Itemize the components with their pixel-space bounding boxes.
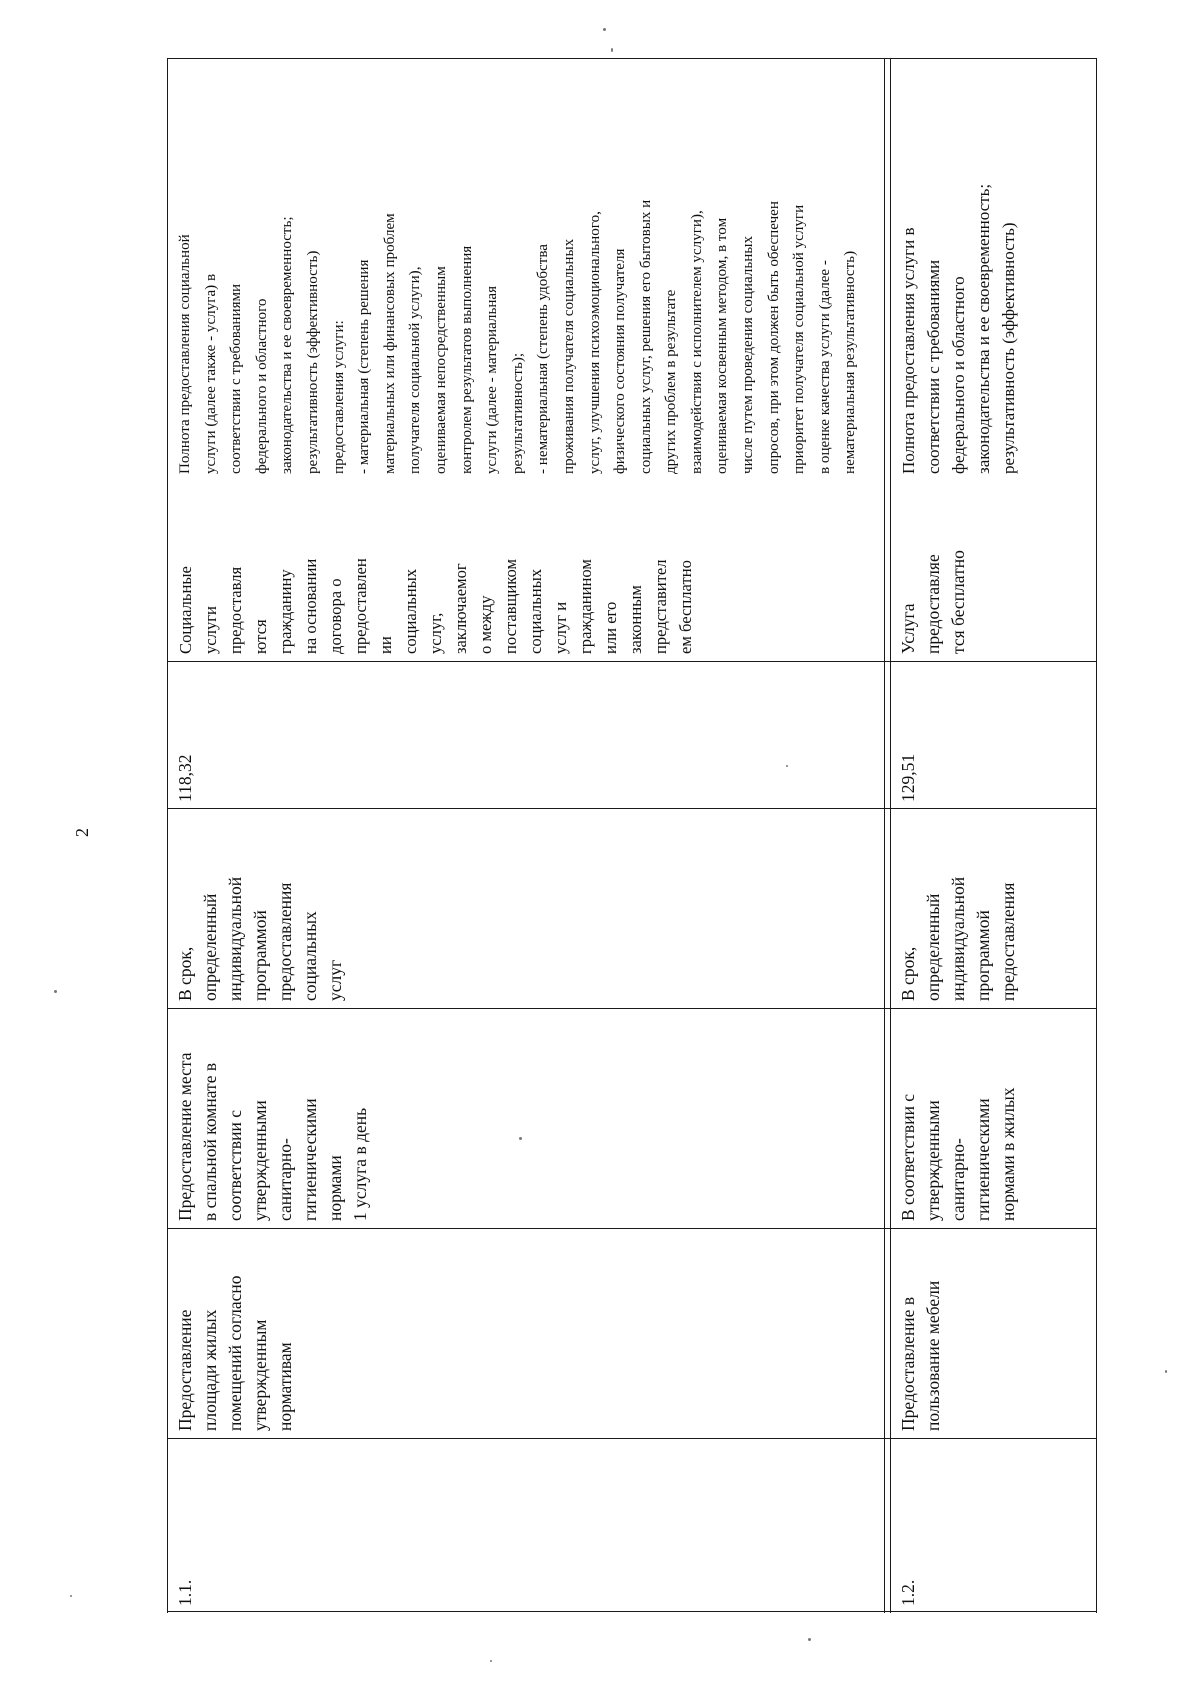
table-border-bottom <box>167 1611 1097 1612</box>
column-divider <box>167 1008 1097 1009</box>
quality-indicators-cell: Полнота предоставления социальной услуги (далее также - услуга) в соответствии с требованиями федерального и областного законодательства и ее своевременность; результативность (эффективность) предоставления услуги: - материальная (степень решения материальных или финансовых проблем получателя социальной услуги), оцениваемая непосредственным контролем результатов выполнения услуги (далее - материальная результативность); - нематериальная (степень удобства проживания получателя социальных услуг, улучшения психоэмоционального, физического состояния получателя социальных услуг, решения его бытовых и других проблем в результате взаимодействия с исполнителем услуги), оцениваемая косвенным методом, в том числе путем проведения социальных опросов, при этом должен быть обеспечен приоритет получателя социальной услуги в оценке качества услуги (далее - нематериальная результативность) <box>177 199 859 474</box>
service-name-cell: Предоставление в пользование мебели <box>898 1280 943 1431</box>
service-term-cell: В срок, определенный индивидуальной программой предоставления социальных услуг <box>175 876 345 1001</box>
service-volume-cell: Предоставление места в спальной комнате в соответствии с утвержденными санитарно- гигиеническими нормами 1 услуга в день <box>175 1052 370 1221</box>
conditions-cell: Услуга предоставляе тся бесплатно <box>898 550 968 654</box>
scan-speck <box>70 1595 72 1597</box>
scan-speck <box>808 1638 811 1641</box>
table-border-left <box>167 58 168 1613</box>
table-row-divider <box>884 58 885 1613</box>
tariff-cell: 118,32 <box>175 754 195 802</box>
scan-speck <box>603 28 606 31</box>
scan-speck <box>490 1660 492 1662</box>
service-name-cell: Предоставление площади жилых помещений согласно утвержденным нормативам <box>175 1275 295 1431</box>
quality-indicators-cell: Полнота предоставления услуги в соответствии с требованиями федерального и областного законодательства и ее своевременность; результативность (эффективность) <box>899 183 1018 474</box>
column-divider <box>167 1228 1097 1229</box>
table-border-top <box>167 58 1097 59</box>
row-number: 1.1. <box>175 1579 195 1606</box>
scan-speck <box>611 48 613 52</box>
column-divider <box>167 661 1097 662</box>
scan-speck <box>786 765 788 767</box>
scan-speck <box>1165 1370 1167 1373</box>
table-border-right <box>1096 58 1097 1613</box>
conditions-cell: Социальные услуги предоставля ются гражданину на основании договора о предоставлен ии социальных услуг, заключаемог о между поставщиком социальных услуг и гражданином или его законным представител ем бесплатно <box>176 558 695 654</box>
scan-speck <box>519 1137 522 1140</box>
column-divider <box>167 808 1097 809</box>
page-number: 2 <box>72 828 92 837</box>
tariff-cell: 129,51 <box>898 753 918 802</box>
table-row-divider <box>890 58 891 1613</box>
column-divider <box>167 1438 1097 1439</box>
service-volume-cell: В соответствии с утвержденными санитарно- гигиеническими нормами в жилых <box>898 1087 1018 1221</box>
services-table <box>167 58 1097 1613</box>
service-term-cell: В срок, определенный индивидуальной программой предоставления <box>898 876 1018 1001</box>
scan-speck <box>54 990 57 993</box>
row-number: 1.2. <box>898 1579 918 1606</box>
